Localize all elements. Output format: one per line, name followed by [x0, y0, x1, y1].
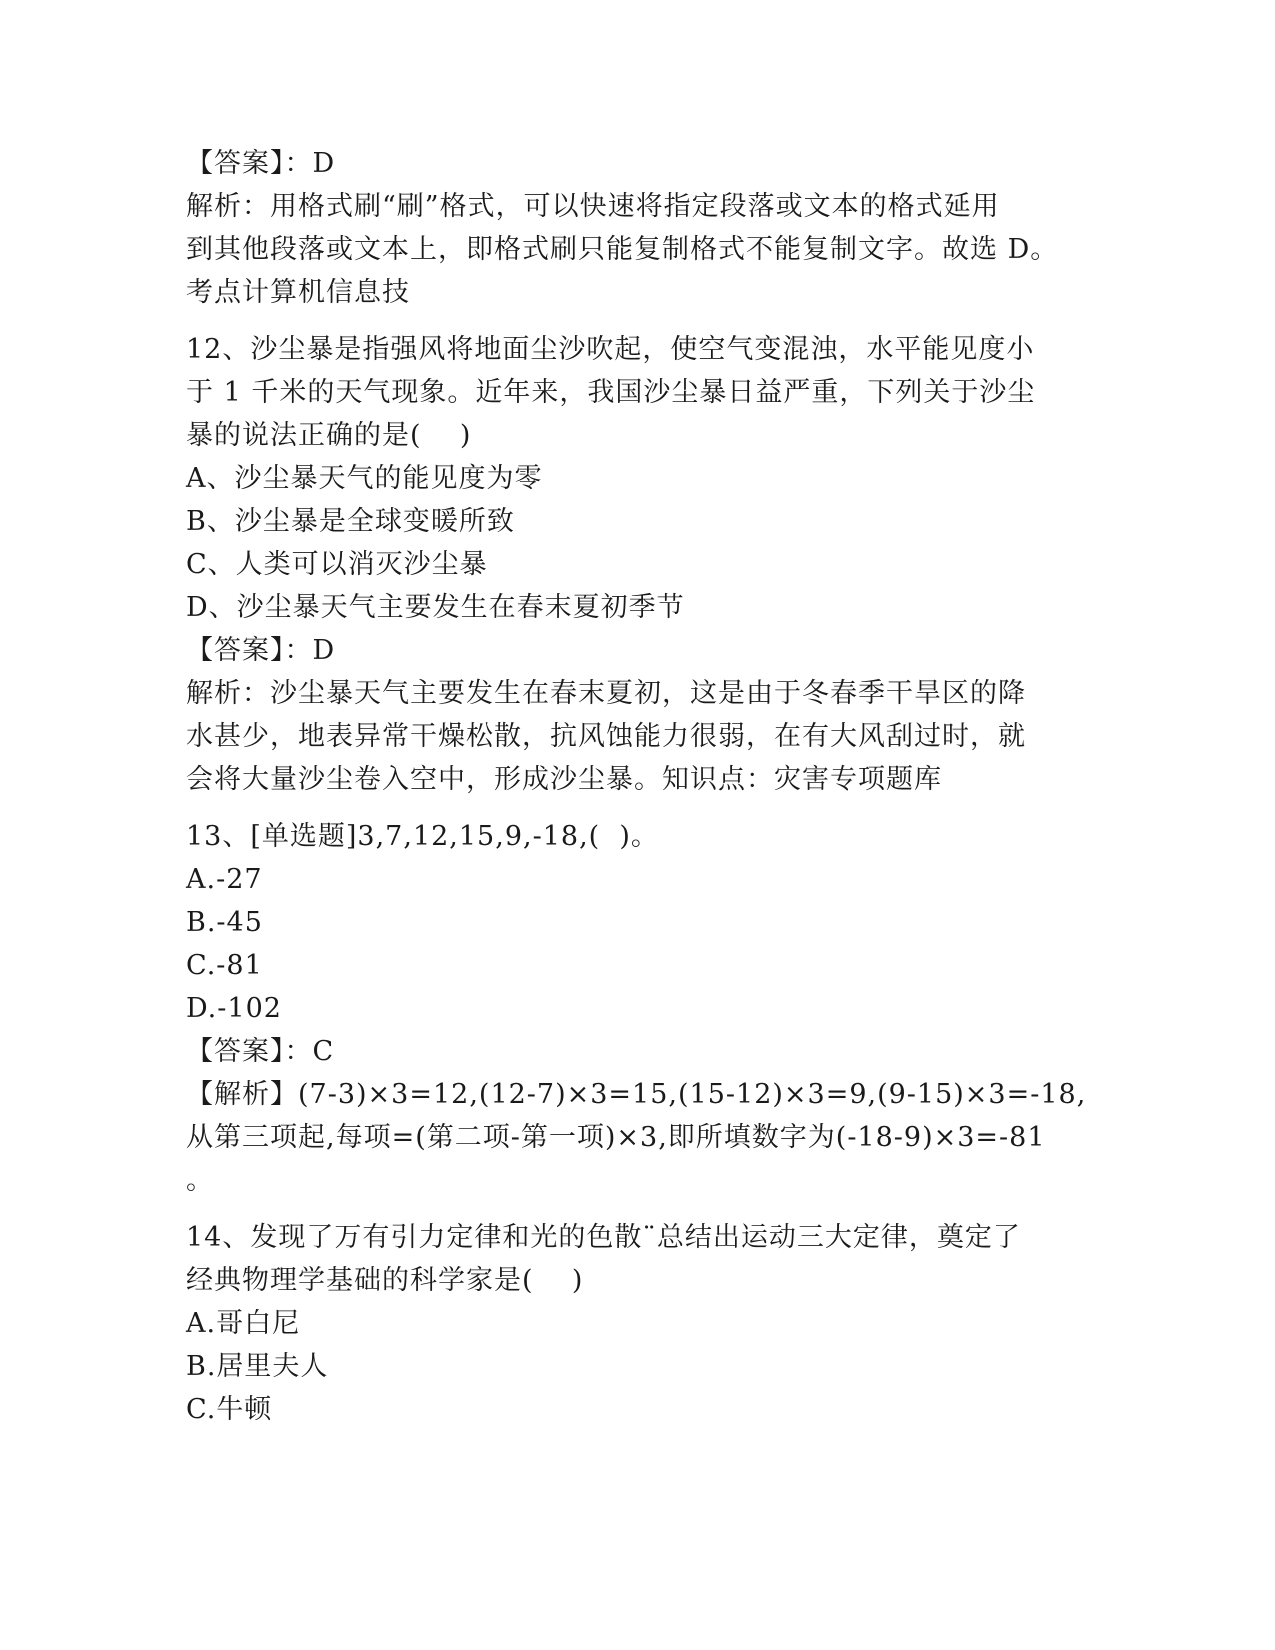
analysis-line: 解析：用格式刷“刷”格式，可以快速将指定段落或文本的格式延用 [186, 191, 1000, 222]
option-d: D、沙尘暴天气主要发生在春末夏初季节 [186, 592, 685, 623]
question-text-line: 14、发现了万有引力定律和光的色散¨总结出运动三大定律，奠定了 [186, 1222, 1021, 1253]
option-a: A.哥白尼 [186, 1308, 301, 1339]
document-page [186, 142, 1086, 1431]
option-b: B.-45 [186, 907, 263, 938]
option-d: D.-102 [186, 993, 282, 1024]
option-b: B、沙尘暴是全球变暖所致 [186, 506, 515, 537]
option-c: C、人类可以消灭沙尘暴 [186, 549, 488, 580]
option-a: A.-27 [186, 864, 263, 895]
answer-line: 【答案】：D [186, 148, 336, 179]
analysis-line: 从第三项起,每项=(第二项-第一项)×3,即所填数字为(-18-9)×3=-81 [186, 1122, 1046, 1153]
analysis-line: 到其他段落或文本上，即格式刷只能复制格式不能复制文字。故选 D。 [186, 234, 1059, 265]
answer-line: 【答案】：D [186, 635, 336, 666]
question-text-line: 暴的说法正确的是( ) [186, 420, 472, 451]
question-block-13 [186, 815, 1086, 1202]
question-text-line: 经典物理学基础的科学家是( ) [186, 1265, 584, 1296]
question-block-14 [186, 1216, 1086, 1431]
analysis-line: 水甚少，地表异常干燥松散，抗风蚀能力很弱，在有大风刮过时，就 [186, 721, 1026, 752]
question-text-line: 12、沙尘暴是指强风将地面尘沙吹起，使空气变混浊，水平能见度小 [186, 334, 1035, 365]
knowledge-point-line: 考点计算机信息技 [186, 277, 410, 308]
option-b: B.居里夫人 [186, 1351, 329, 1382]
option-a: A、沙尘暴天气的能见度为零 [186, 463, 543, 494]
question-text-line: 13、[单选题]3,7,12,15,9,-18,( )。 [186, 821, 659, 852]
answer-line: 【答案】：C [186, 1036, 335, 1067]
analysis-line: 【解析】(7-3)×3=12,(12-7)×3=15,(15-12)×3=9,(9-15)×3=-18, [186, 1079, 1087, 1110]
analysis-line: 。 [186, 1165, 214, 1196]
analysis-line: 解析：沙尘暴天气主要发生在春末夏初，这是由于冬春季干旱区的降 [186, 678, 1026, 709]
analysis-line: 会将大量沙尘卷入空中，形成沙尘暴。知识点：灾害专项题库 [186, 764, 942, 795]
answer-block-11 [186, 142, 1086, 314]
option-c: C.-81 [186, 950, 263, 981]
question-block-12 [186, 328, 1086, 801]
option-c: C.牛顿 [186, 1394, 273, 1425]
question-text-line: 于 1 千米的天气现象。近年来，我国沙尘暴日益严重，下列关于沙尘 [186, 377, 1036, 408]
